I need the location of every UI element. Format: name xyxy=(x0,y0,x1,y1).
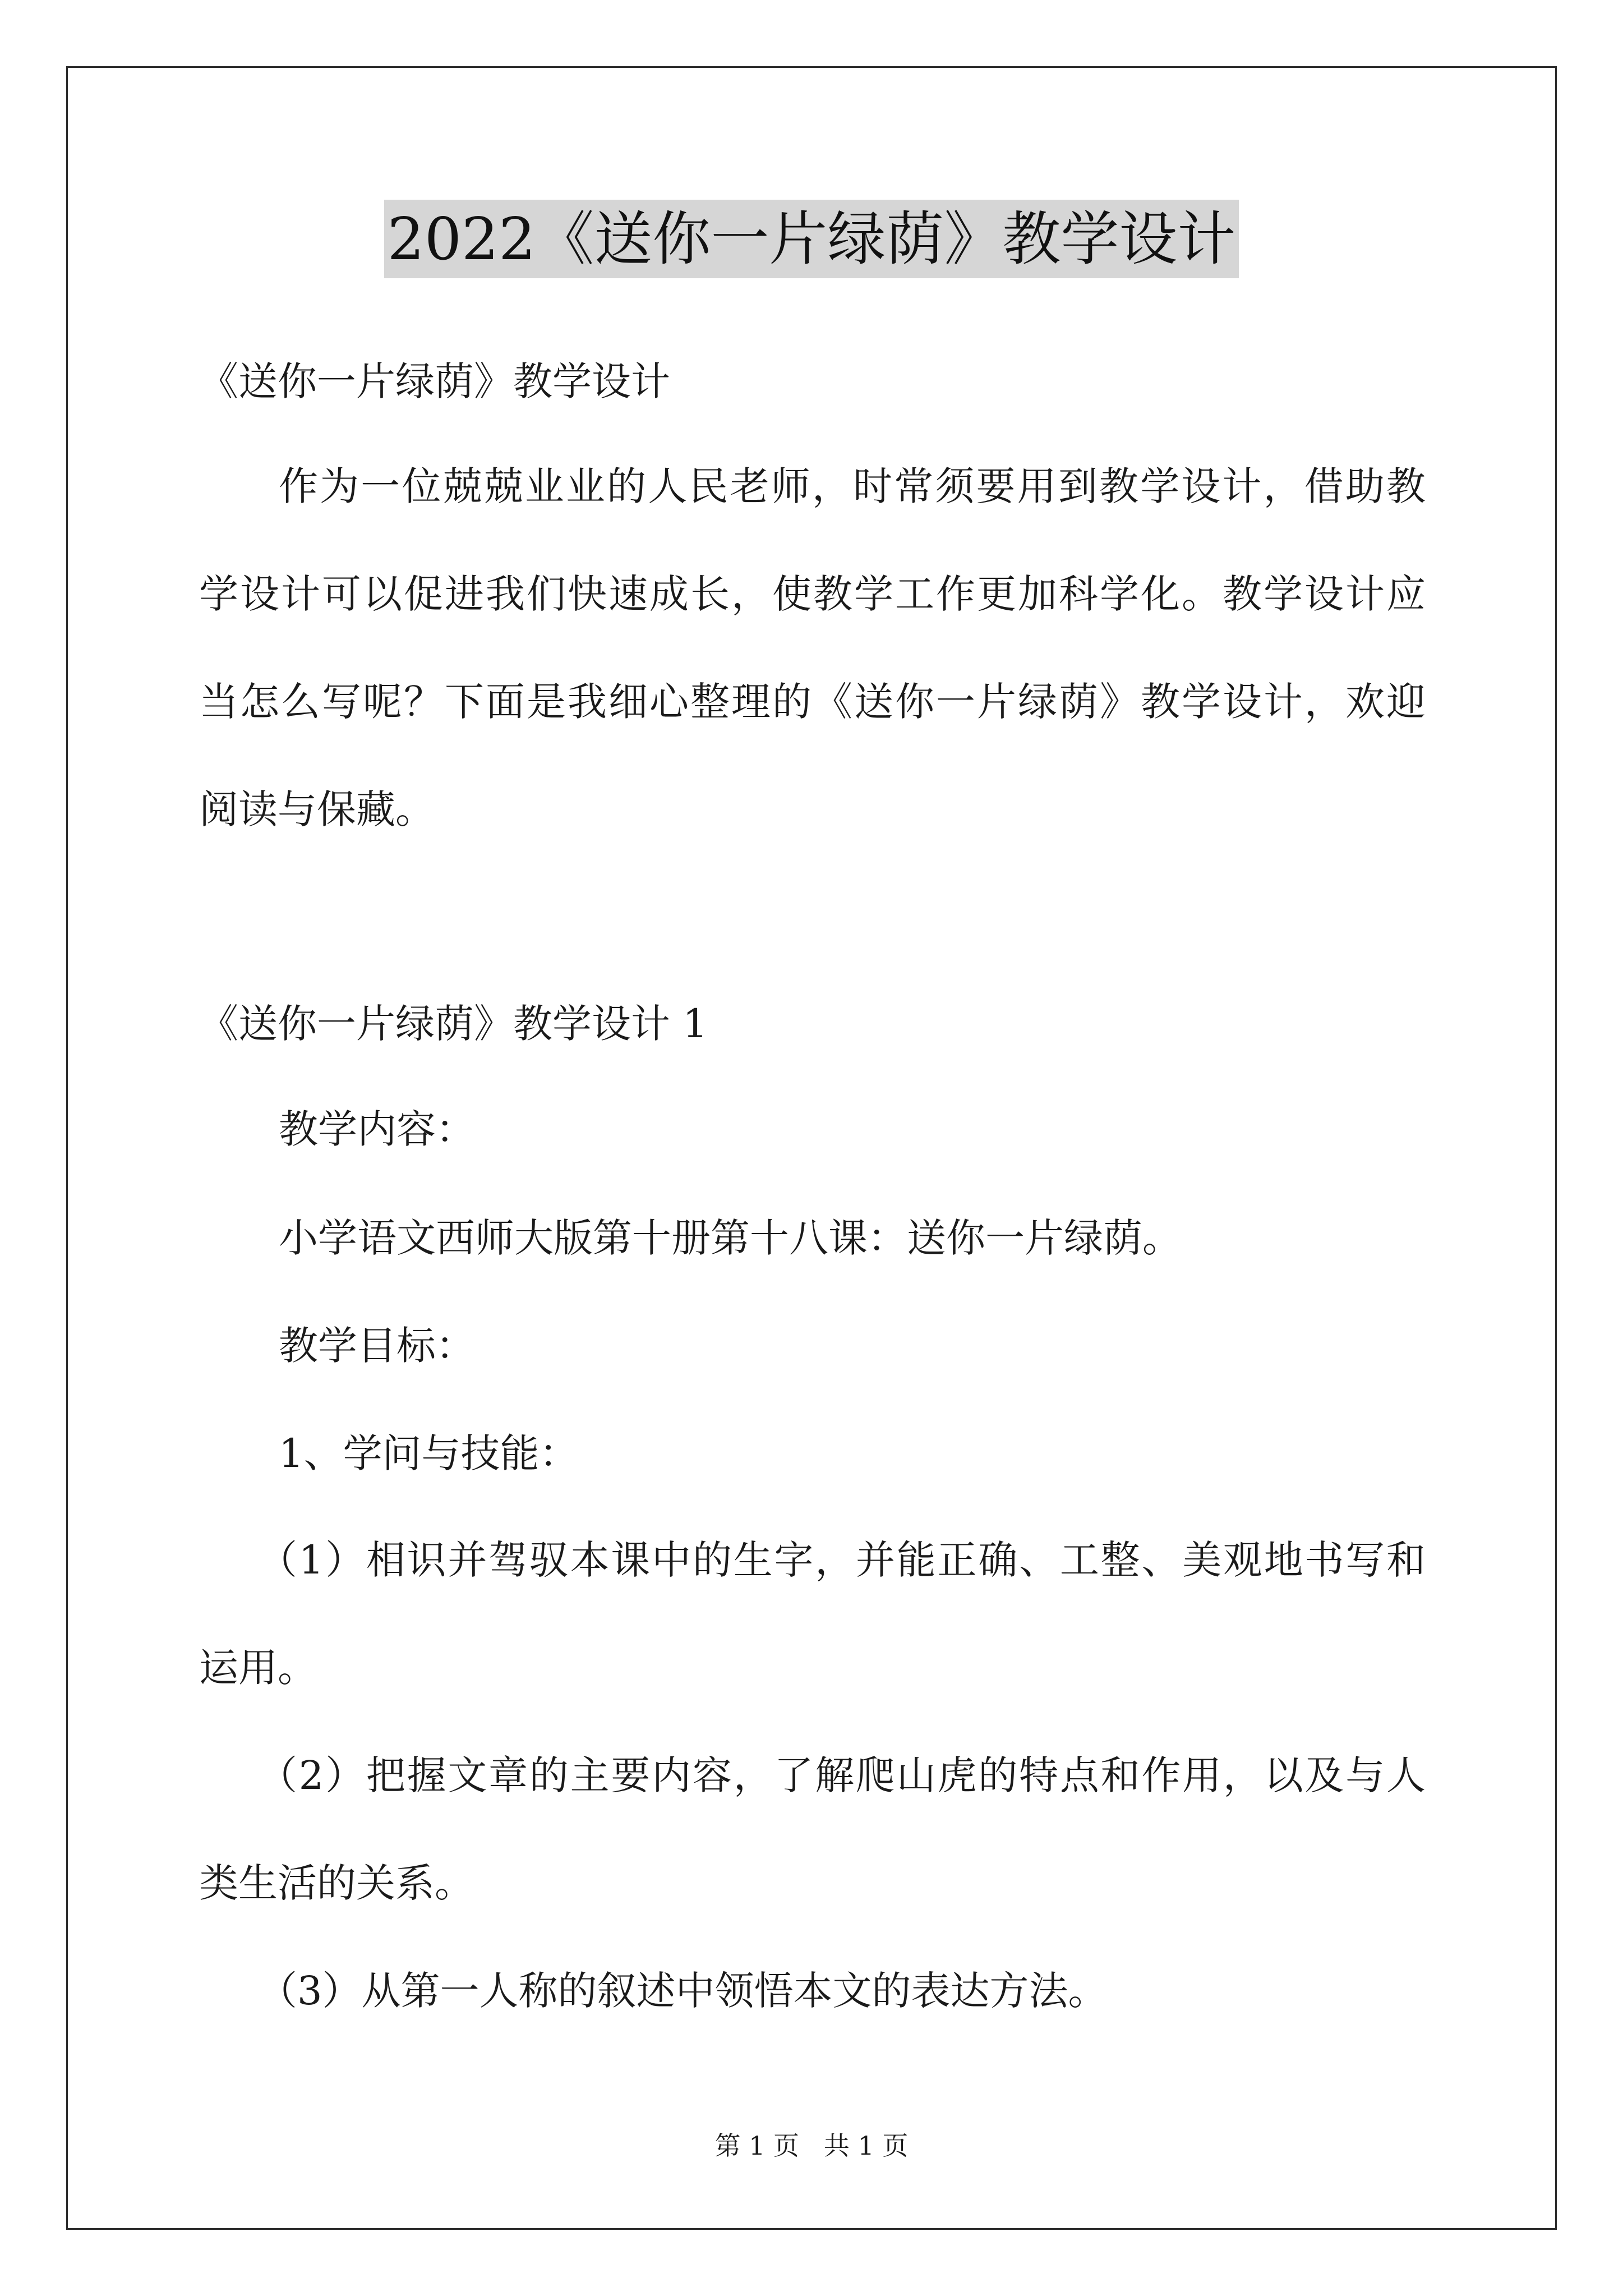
intro-line-1: 作为一位兢兢业业的人民老师，时常须要用到教学设计，借助教 xyxy=(279,463,1426,509)
document-title: 2022《送你一片绿荫》教学设计 xyxy=(384,200,1239,278)
goal1-item-1-line-2: 运用。 xyxy=(199,1645,317,1691)
title-container xyxy=(0,200,1623,278)
goal1-item-2-line-1: （2）把握文章的主要内容，了解爬山虎的特点和作用，以及与人 xyxy=(258,1752,1426,1798)
goal1-item-1-line-1: （1）相识并驾驭本课中的生字，并能正确、工整、美观地书写和 xyxy=(258,1537,1426,1583)
goal1-item-2-line-2: 类生活的关系。 xyxy=(199,1860,474,1906)
intro-line-2: 学设计可以促进我们快速成长，使教学工作更加科学化。教学设计应 xyxy=(199,571,1426,617)
goal1-item-3-line-1: （3）从第一人称的叙述中领悟本文的表达方法。 xyxy=(258,1968,1108,2014)
intro-line-3: 当怎么写呢？下面是我细心整理的《送你一片绿荫》教学设计，欢迎 xyxy=(199,679,1426,725)
subtitle: 《送你一片绿荫》教学设计 xyxy=(199,358,670,404)
content-label: 教学内容： xyxy=(279,1106,475,1152)
content-text: 小学语文西师大版第十册第十八课：送你一片绿荫。 xyxy=(279,1215,1182,1261)
page-footer: 第 1 页 共 1 页 xyxy=(714,2131,909,2161)
goal1-label: 1、学问与技能： xyxy=(279,1430,579,1476)
section-heading: 《送你一片绿荫》教学设计 1 xyxy=(199,1001,708,1047)
intro-line-4: 阅读与保藏。 xyxy=(199,786,435,832)
goals-label: 教学目标： xyxy=(279,1323,475,1369)
